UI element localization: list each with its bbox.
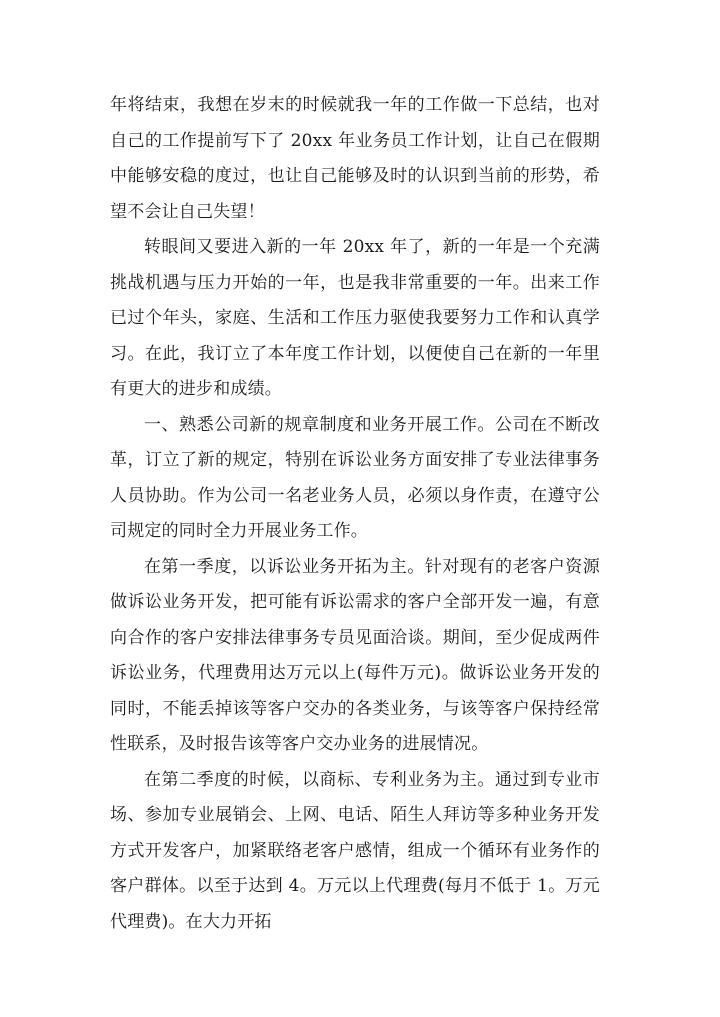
paragraph-4: 在第一季度，以诉讼业务开拓为主。针对现有的老客户资源做诉讼业务开发，把可能有诉讼需求的客户全部开发一遍，有意向合作的客户安排法律事务专员见面洽谈。期间，至少促成两件诉讼业务，代理费用达万元以上(每件万元)。做诉讼业务开发的同时，不能丢掉该等客户交办的各类业务，与该等客户保持经常性联系，及时报告该等客户交办业务的进展情况。 <box>110 556 600 754</box>
paragraph-1: 年将结束，我想在岁末的时候就我一年的工作做一下总结，也对自己的工作提前写下了 20xx 年业务员工作计划，让自己在假期中能够安稳的度过，也让自己能够及时的认识到当前的形势，希望不会让自己失望！ <box>110 95 600 222</box>
document-body <box>110 88 600 940</box>
paragraph-5: 在第二季度的时候，以商标、专利业务为主。通过到专业市场、参加专业展销会、上网、电话、陌生人拜访等多种业务开发方式开发客户，加紧联络老客户感情，组成一个循环有业务作的客户群体。以至于达到 4。万元以上代理费(每月不低于 1。万元代理费)。在大力开拓 <box>110 769 600 932</box>
paragraph-3: 一、熟悉公司新的规章制度和业务开展工作。公司在不断改革，订立了新的规定，特别在诉讼业务方面安排了专业法律事务人员协助。作为公司一名老业务人员，必须以身作责，在遵守公司规定的同时全力开展业务工作。 <box>110 414 600 541</box>
paragraph-2: 转眼间又要进入新的一年 20xx 年了，新的一年是一个充满挑战机遇与压力开始的一年，也是我非常重要的一年。出来工作已过个年头，家庭、生活和工作压力驱使我要努力工作和认真学习。在此，我订立了本年度工作计划，以便使自己在新的一年里有更大的进步和成绩。 <box>110 237 600 399</box>
